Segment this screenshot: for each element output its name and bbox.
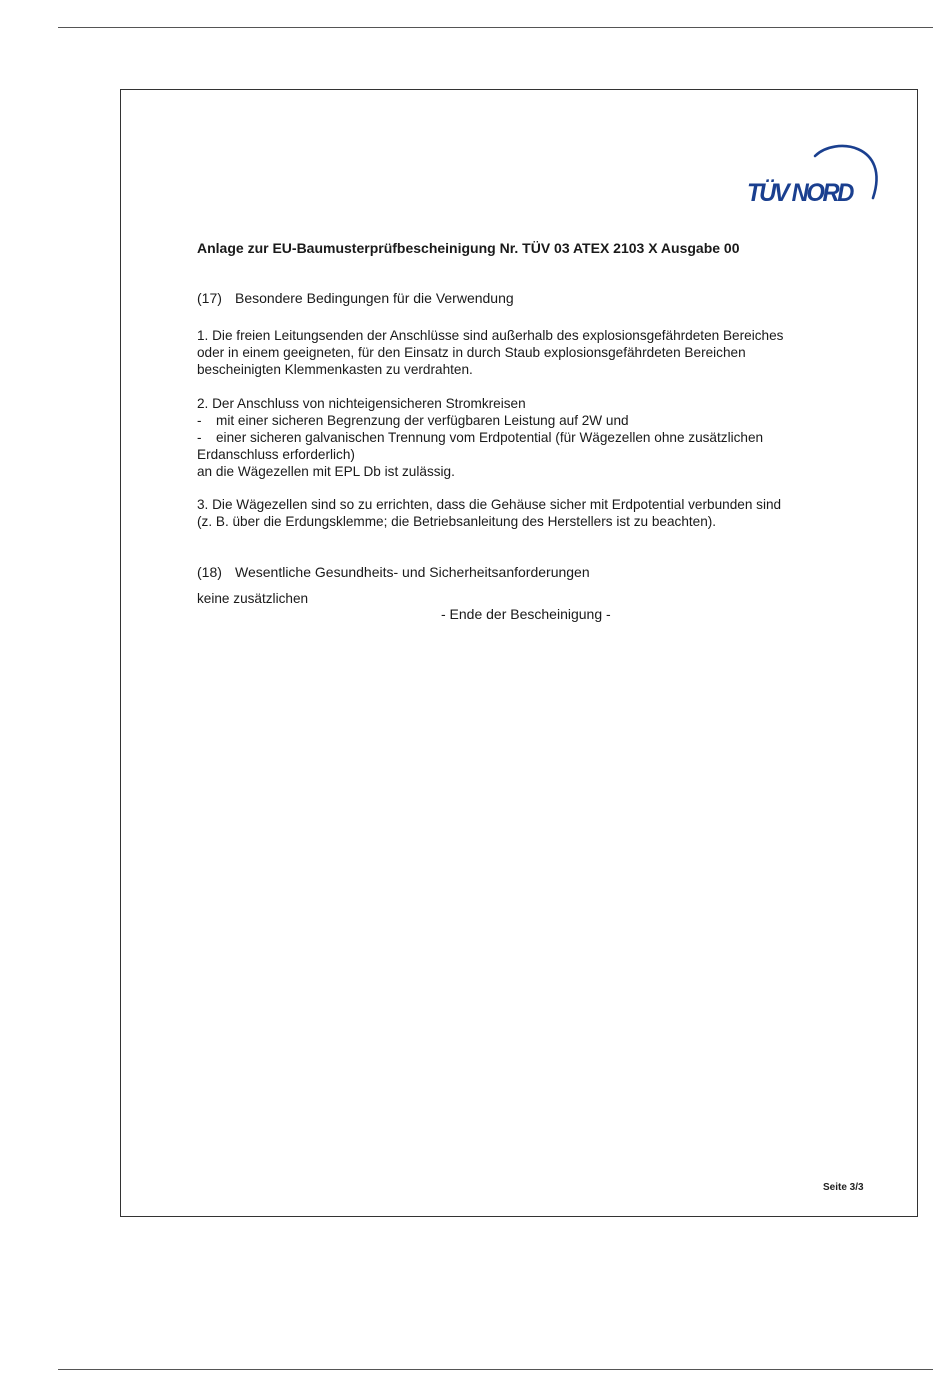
bullet-line bbox=[197, 412, 763, 429]
page-number: Seite 3/3 bbox=[823, 1182, 864, 1193]
condition-3 bbox=[197, 496, 781, 530]
no-additional-requirements: keine zusätzlichen bbox=[197, 591, 309, 606]
text-line: bescheinigten Klemmenkasten zu verdrahten. bbox=[197, 362, 473, 377]
bullet-text: mit einer sicheren Begrenzung der verfügbaren Leistung auf 2W und bbox=[216, 413, 629, 428]
section-title: Wesentliche Gesundheits- und Sicherheitsanforderungen bbox=[235, 564, 590, 580]
section-17-heading bbox=[197, 290, 514, 307]
scanned-page bbox=[120, 89, 918, 1217]
text-line: Erdanschluss erforderlich) bbox=[197, 447, 355, 462]
bullet-text: einer sicheren galvanischen Trennung vom Erdpotential (für Wägezellen ohne zusätzlichen bbox=[216, 430, 764, 445]
logo-text: TÜV NORD bbox=[747, 179, 853, 207]
text-line: oder in einem geeigneten, für den Einsatz in durch Staub explosionsgefährdeten Bereichen bbox=[197, 345, 746, 360]
condition-2 bbox=[197, 395, 763, 480]
section-title: Besondere Bedingungen für die Verwendung bbox=[235, 290, 514, 306]
text-line: 2. Der Anschluss von nichteigensicheren Stromkreisen bbox=[197, 396, 526, 411]
section-number: (18) bbox=[197, 564, 222, 580]
condition-1 bbox=[197, 327, 783, 378]
section-18-heading bbox=[197, 564, 590, 581]
text-line: 1. Die freien Leitungsenden der Anschlüsse sind außerhalb des explosionsgefährdeten Bereiches bbox=[197, 328, 784, 343]
text-line: 3. Die Wägezellen sind so zu errichten, dass die Gehäuse sicher mit Erdpotential verbunden sind bbox=[197, 497, 782, 512]
tuev-nord-logo bbox=[743, 142, 889, 212]
section-number: (17) bbox=[197, 290, 222, 306]
text-line: an die Wägezellen mit EPL Db ist zulässig. bbox=[197, 464, 455, 479]
end-of-certificate: - Ende der Bescheinigung - bbox=[441, 606, 611, 622]
text-line: (z. B. über die Erdungsklemme; die Betriebsanleitung des Herstellers ist zu beachten). bbox=[197, 514, 717, 529]
bullet-line bbox=[197, 429, 763, 446]
dash: - bbox=[197, 413, 202, 428]
certificate-title: Anlage zur EU-Baumusterprüfbescheinigung Nr. TÜV 03 ATEX 2103 X Ausgabe 00 bbox=[197, 240, 740, 256]
dash: - bbox=[197, 430, 202, 445]
header-rule bbox=[58, 27, 933, 28]
footer-rule bbox=[58, 1369, 933, 1370]
